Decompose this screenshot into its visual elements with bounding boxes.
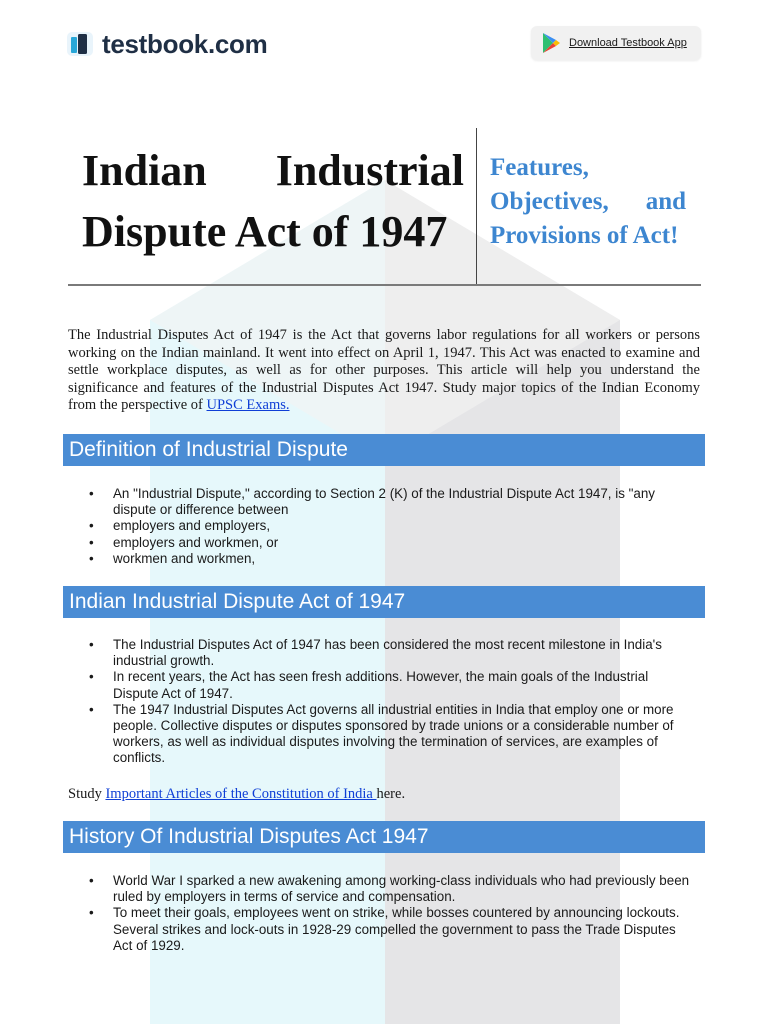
section-heading-act-1947: Indian Industrial Dispute Act of 1947 [63,586,705,618]
google-play-icon [541,32,561,54]
list-item: • In recent years, the Act has seen fresh additions. However, the main goals of the Industrial Dispute Act of 1947. [86,669,696,701]
study-prefix: Study [68,786,106,802]
section-heading-definition: Definition of Industrial Dispute [63,434,705,466]
act-1947-list [86,637,696,767]
section-heading-history: History Of Industrial Disputes Act 1947 [63,821,705,853]
list-item: • World War I sparked a new awakening among working-class individuals who had previously been ruled by employers in terms of service and compensation. [86,873,696,905]
list-item: • workmen and workmen, [86,551,696,567]
testbook-logo-icon [66,28,94,60]
definition-list [86,486,696,567]
list-item: • employers and employers, [86,518,696,534]
testbook-logo[interactable] [66,26,267,62]
study-suffix: here. [376,786,406,802]
history-list [86,873,696,954]
list-item: • The 1947 Industrial Disputes Act governs all industrial entities in India that employ one or more people. Collective disputes or disputes sponsored by trade unions or a considerable number of workers, as well as individual disputes involving the termination of services, are examples of conflicts. [86,702,696,767]
upsc-exams-link[interactable]: UPSC Exams. [206,397,290,414]
subtitle-word-and: and [645,188,686,215]
subtitle-line-3: Provisions of Act! [490,222,679,249]
intro-text: The Industrial Disputes Act of 1947 is the Act that governs labor regulations for all workers or persons working on the Indian mainland. It went into effect on April 1, 1947. This Act was enacted to examine and settle workplace disputes, as well as for other purposes. This article will help you understand the significance and features of the Industrial Disputes Act 1947. Study major topics of the Indian Economy from the perspective of [68,327,700,414]
constitution-articles-link[interactable]: Important Articles of the Constitution of India [105,786,377,802]
list-item: • The Industrial Disputes Act of 1947 has been considered the most recent milestone in India's industrial growth. [86,637,696,669]
title-horizontal-divider [68,284,701,286]
download-app-label: Download Testbook App [569,37,687,49]
page-subtitle [490,151,686,253]
title-word-industrial: Industrial [275,146,464,195]
list-item: • To meet their goals, employees went on strike, while bosses countered by announcing lockouts. Several strikes and lock-outs in 1928-29 compelled the government to pass the Trade Disputes Act of 1929. [86,905,696,954]
list-item: • employers and workmen, or [86,535,696,551]
title-word-indian: Indian [82,146,207,195]
study-articles-line [68,786,700,804]
subtitle-line-1: Features, [490,154,589,181]
page-header [0,0,768,90]
title-line-2: Dispute Act of 1947 [82,207,448,256]
page-title [82,140,464,262]
download-app-button[interactable] [531,26,701,60]
subtitle-word-objectives: Objectives, [490,188,609,215]
title-vertical-divider [476,128,477,286]
list-item: • An "Industrial Dispute," according to Section 2 (K) of the Industrial Dispute Act 1947, is "any dispute or difference between [86,486,696,518]
intro-paragraph [68,327,700,415]
logo-text: testbook.com [102,28,268,59]
